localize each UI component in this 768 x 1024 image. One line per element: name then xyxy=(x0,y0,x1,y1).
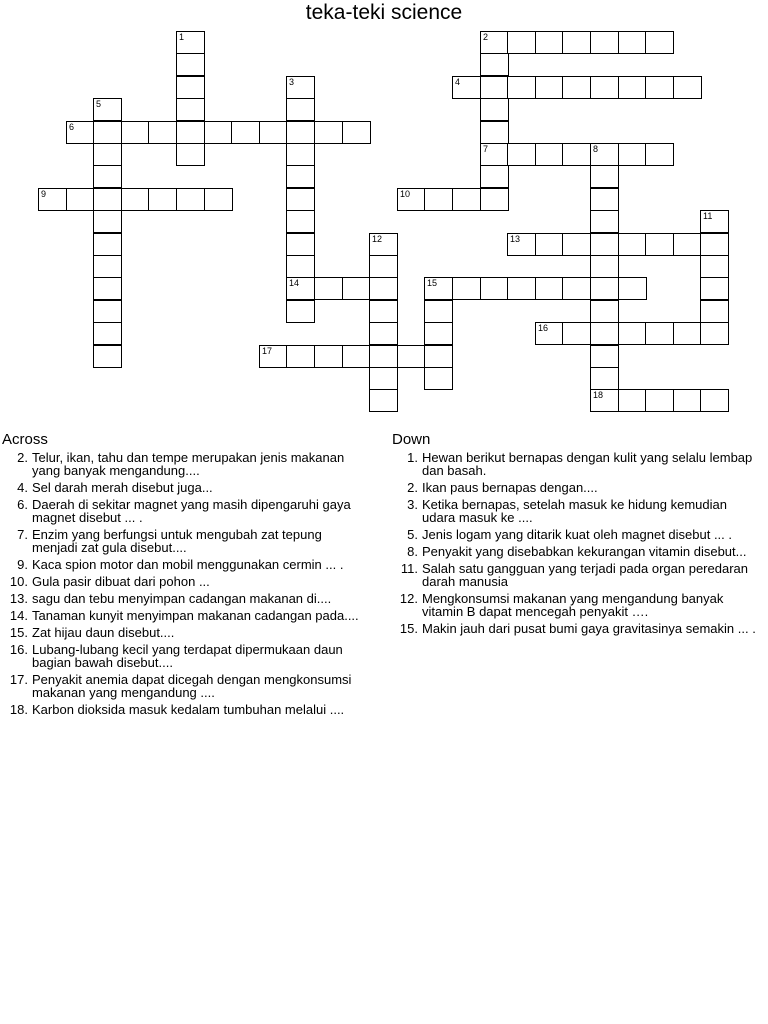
across-clue xyxy=(0,498,366,524)
grid-cell[interactable] xyxy=(618,277,647,300)
puzzle-title: teka-teki science xyxy=(305,1,463,24)
grid-cell[interactable] xyxy=(645,389,674,412)
grid-cell[interactable] xyxy=(259,121,288,144)
across-clue xyxy=(0,609,366,622)
grid-cell[interactable] xyxy=(424,188,453,211)
clue-text: Kaca spion motor dan mobil menggunakan cermin ... . xyxy=(32,557,344,572)
grid-cell[interactable] xyxy=(369,389,398,412)
clue-number-7: 7 xyxy=(483,144,489,154)
grid-cell[interactable] xyxy=(480,121,509,144)
grid-cell[interactable] xyxy=(590,210,619,233)
grid-cell[interactable] xyxy=(176,53,205,76)
grid-cell[interactable] xyxy=(314,277,343,300)
clue-number: 3. xyxy=(407,497,418,512)
grid-cell[interactable] xyxy=(673,233,702,256)
grid-cell[interactable] xyxy=(700,300,729,323)
clue-number-18: 18 xyxy=(593,390,604,400)
grid-cell[interactable] xyxy=(590,345,619,368)
grid-cell[interactable] xyxy=(286,98,315,121)
clue-number: 6. xyxy=(17,497,28,512)
grid-cell[interactable] xyxy=(562,322,591,345)
grid-cell[interactable] xyxy=(452,277,481,300)
across-clue xyxy=(0,673,366,699)
clue-text: Ikan paus bernapas dengan.... xyxy=(422,480,598,495)
clue-number: 18. xyxy=(9,702,28,717)
grid-cell[interactable] xyxy=(342,277,371,300)
clue-number-10: 10 xyxy=(400,189,411,199)
clue-number-13: 13 xyxy=(510,234,521,244)
grid-cell[interactable] xyxy=(93,121,122,144)
grid-cell[interactable] xyxy=(562,76,591,99)
grid-cell[interactable] xyxy=(507,31,536,54)
across-clue xyxy=(0,626,366,639)
grid-cell[interactable] xyxy=(590,165,619,188)
grid-cell[interactable] xyxy=(93,255,122,278)
across-clue xyxy=(0,558,366,571)
clue-text: Daerah di sekitar magnet yang masih dipengaruhi gaya magnet disebut ... . xyxy=(32,497,351,525)
grid-cell[interactable] xyxy=(342,121,371,144)
grid-cell[interactable] xyxy=(369,300,398,323)
down-clue xyxy=(390,528,760,541)
grid-cell[interactable] xyxy=(507,143,536,166)
down-clue xyxy=(390,592,760,618)
grid-cell[interactable] xyxy=(590,31,619,54)
clue-number-3: 3 xyxy=(289,77,295,87)
clue-number-2: 2 xyxy=(483,32,489,42)
clue-number-9: 9 xyxy=(41,189,47,199)
grid-cell[interactable] xyxy=(590,322,619,345)
grid-cell[interactable] xyxy=(673,389,702,412)
clue-number: 2. xyxy=(407,480,418,495)
grid-cell[interactable] xyxy=(176,188,205,211)
grid-cell[interactable] xyxy=(93,188,122,211)
clue-number: 16. xyxy=(9,642,28,657)
grid-cell[interactable] xyxy=(93,322,122,345)
clue-number-15: 15 xyxy=(427,278,438,288)
grid-cell[interactable] xyxy=(480,165,509,188)
clue-text: Zat hijau daun disebut.... xyxy=(32,625,175,640)
clue-text: Mengkonsumsi makanan yang mengandung banyak vitamin B dapat mencegah penyakit …. xyxy=(422,591,724,619)
grid-cell[interactable] xyxy=(93,277,122,300)
grid-cell[interactable] xyxy=(452,188,481,211)
grid-cell[interactable] xyxy=(314,345,343,368)
grid-cell[interactable] xyxy=(700,322,729,345)
clue-number: 15. xyxy=(399,621,418,636)
clue-text: Ketika bernapas, setelah masuk ke hidung kemudian udara masuk ke .... xyxy=(422,497,727,525)
grid-cell[interactable] xyxy=(176,121,205,144)
down-heading: Down xyxy=(392,431,431,448)
across-clue xyxy=(0,481,366,494)
grid-cell[interactable] xyxy=(424,322,453,345)
clue-number-1: 1 xyxy=(179,32,185,42)
grid-cell[interactable] xyxy=(121,188,150,211)
grid-cell[interactable] xyxy=(148,188,177,211)
grid-cell[interactable] xyxy=(673,322,702,345)
clue-number-14: 14 xyxy=(289,278,300,288)
grid-cell[interactable] xyxy=(148,121,177,144)
down-clue xyxy=(390,545,760,558)
grid-cell[interactable] xyxy=(590,76,619,99)
grid-cell[interactable] xyxy=(176,76,205,99)
down-clue xyxy=(390,562,760,588)
down-clue-list xyxy=(390,451,760,639)
grid-cell[interactable] xyxy=(314,121,343,144)
clue-number: 17. xyxy=(9,672,28,687)
grid-cell[interactable] xyxy=(535,233,564,256)
grid-cell[interactable] xyxy=(176,98,205,121)
grid-cell[interactable] xyxy=(369,277,398,300)
grid-cell[interactable] xyxy=(286,255,315,278)
clue-number-6: 6 xyxy=(69,122,75,132)
clue-number: 13. xyxy=(9,591,28,606)
grid-cell[interactable] xyxy=(93,143,122,166)
clue-text: Gula pasir dibuat dari pohon ... xyxy=(32,574,210,589)
clue-number: 1. xyxy=(407,450,418,465)
grid-cell[interactable] xyxy=(204,121,233,144)
clue-text: Lubang-lubang kecil yang terdapat dipermukaan daun bagian bawah disebut.... xyxy=(32,642,343,670)
grid-cell[interactable] xyxy=(590,233,619,256)
grid-cell[interactable] xyxy=(369,322,398,345)
grid-cell[interactable] xyxy=(93,165,122,188)
grid-cell[interactable] xyxy=(66,188,95,211)
grid-cell[interactable] xyxy=(121,121,150,144)
down-clue xyxy=(390,451,760,477)
grid-cell[interactable] xyxy=(286,143,315,166)
grid-cell[interactable] xyxy=(480,277,509,300)
grid-cell[interactable] xyxy=(673,76,702,99)
grid-cell[interactable] xyxy=(700,233,729,256)
clue-number: 2. xyxy=(17,450,28,465)
grid-cell[interactable] xyxy=(342,345,371,368)
grid-cell[interactable] xyxy=(507,76,536,99)
clue-number-8: 8 xyxy=(593,144,599,154)
clue-text: Enzim yang berfungsi untuk mengubah zat tepung menjadi zat gula disebut.... xyxy=(32,527,322,555)
clue-number-5: 5 xyxy=(96,99,102,109)
clue-number-17: 17 xyxy=(262,346,273,356)
grid-cell[interactable] xyxy=(286,121,315,144)
grid-cell[interactable] xyxy=(618,233,647,256)
down-clue xyxy=(390,498,760,524)
grid-cell[interactable] xyxy=(93,210,122,233)
grid-cell[interactable] xyxy=(700,255,729,278)
grid-cell[interactable] xyxy=(645,31,674,54)
clue-number: 4. xyxy=(17,480,28,495)
down-clue xyxy=(390,481,760,494)
grid-cell[interactable] xyxy=(618,322,647,345)
grid-cell[interactable] xyxy=(507,277,536,300)
grid-cell[interactable] xyxy=(480,98,509,121)
clue-text: Salah satu gangguan yang terjadi pada organ peredaran darah manusia xyxy=(422,561,748,589)
clue-text: Sel darah merah disebut juga... xyxy=(32,480,213,495)
grid-cell[interactable] xyxy=(700,389,729,412)
grid-cell[interactable] xyxy=(590,255,619,278)
down-clue xyxy=(390,622,760,635)
crossword-grid[interactable] xyxy=(0,0,768,420)
across-clue xyxy=(0,703,366,716)
across-heading: Across xyxy=(2,431,48,448)
grid-cell[interactable] xyxy=(480,53,509,76)
across-clue xyxy=(0,451,366,477)
clue-number: 5. xyxy=(407,527,418,542)
clue-number-11: 11 xyxy=(703,211,713,221)
grid-cell[interactable] xyxy=(369,255,398,278)
across-clue-list xyxy=(0,451,366,720)
grid-cell[interactable] xyxy=(286,188,315,211)
across-clue xyxy=(0,575,366,588)
grid-cell[interactable] xyxy=(424,345,453,368)
grid-cell[interactable] xyxy=(618,143,647,166)
grid-cell[interactable] xyxy=(424,367,453,390)
grid-cell[interactable] xyxy=(590,300,619,323)
across-clue xyxy=(0,592,366,605)
clue-number: 10. xyxy=(9,574,28,589)
grid-cell[interactable] xyxy=(618,76,647,99)
grid-cell[interactable] xyxy=(535,31,564,54)
clue-text: Penyakit yang disebabkan kekurangan vitamin disebut... xyxy=(422,544,747,559)
grid-cell[interactable] xyxy=(286,300,315,323)
grid-cell[interactable] xyxy=(286,210,315,233)
grid-cell[interactable] xyxy=(369,367,398,390)
clue-number-4: 4 xyxy=(455,77,461,87)
grid-cell[interactable] xyxy=(535,143,564,166)
grid-cell[interactable] xyxy=(618,31,647,54)
clue-number: 15. xyxy=(9,625,28,640)
clue-number: 11. xyxy=(400,561,418,576)
grid-cell[interactable] xyxy=(286,165,315,188)
grid-cell[interactable] xyxy=(204,188,233,211)
grid-cell[interactable] xyxy=(286,233,315,256)
grid-cell[interactable] xyxy=(480,188,509,211)
clue-text: Jenis logam yang ditarik kuat oleh magnet disebut ... . xyxy=(422,527,733,542)
clue-text: Telur, ikan, tahu dan tempe merupakan jenis makanan yang banyak mengandung.... xyxy=(32,450,345,478)
clue-text: sagu dan tebu menyimpan cadangan makanan di.... xyxy=(32,591,332,606)
grid-cell[interactable] xyxy=(93,233,122,256)
grid-cell[interactable] xyxy=(424,300,453,323)
grid-cell[interactable] xyxy=(286,345,315,368)
clue-text: Penyakit anemia dapat dicegah dengan mengkonsumsi makanan yang mengandung .... xyxy=(32,672,352,700)
clue-number-16: 16 xyxy=(538,323,549,333)
clue-number: 7. xyxy=(17,527,28,542)
grid-cell[interactable] xyxy=(700,277,729,300)
clue-number: 12. xyxy=(399,591,418,606)
grid-cell[interactable] xyxy=(231,121,260,144)
grid-cell[interactable] xyxy=(590,277,619,300)
clue-number-12: 12 xyxy=(372,234,383,244)
grid-cell[interactable] xyxy=(645,143,674,166)
clue-number: 14. xyxy=(9,608,28,623)
grid-cell[interactable] xyxy=(590,367,619,390)
grid-cell[interactable] xyxy=(645,322,674,345)
grid-cell[interactable] xyxy=(562,143,591,166)
grid-cell[interactable] xyxy=(562,31,591,54)
clue-text: Makin jauh dari pusat bumi gaya gravitasinya semakin ... . xyxy=(422,621,756,636)
clue-text: Karbon dioksida masuk kedalam tumbuhan melalui .... xyxy=(32,702,345,717)
grid-cell[interactable] xyxy=(645,76,674,99)
grid-cell[interactable] xyxy=(562,277,591,300)
grid-cell[interactable] xyxy=(176,143,205,166)
clue-text: Hewan berikut bernapas dengan kulit yang selalu lembap dan basah. xyxy=(422,450,753,478)
grid-cell[interactable] xyxy=(535,76,564,99)
grid-cell[interactable] xyxy=(562,233,591,256)
grid-cell[interactable] xyxy=(93,345,122,368)
grid-cell[interactable] xyxy=(645,233,674,256)
across-clue xyxy=(0,643,366,669)
grid-cell[interactable] xyxy=(397,345,426,368)
across-clue xyxy=(0,528,366,554)
grid-cell[interactable] xyxy=(480,76,509,99)
clue-number: 9. xyxy=(17,557,28,572)
grid-cell[interactable] xyxy=(590,188,619,211)
grid-cell[interactable] xyxy=(535,277,564,300)
grid-cell[interactable] xyxy=(93,300,122,323)
clue-text: Tanaman kunyit menyimpan makanan cadangan pada.... xyxy=(32,608,359,623)
grid-cell[interactable] xyxy=(618,389,647,412)
grid-cell[interactable] xyxy=(369,345,398,368)
clue-number: 8. xyxy=(407,544,418,559)
